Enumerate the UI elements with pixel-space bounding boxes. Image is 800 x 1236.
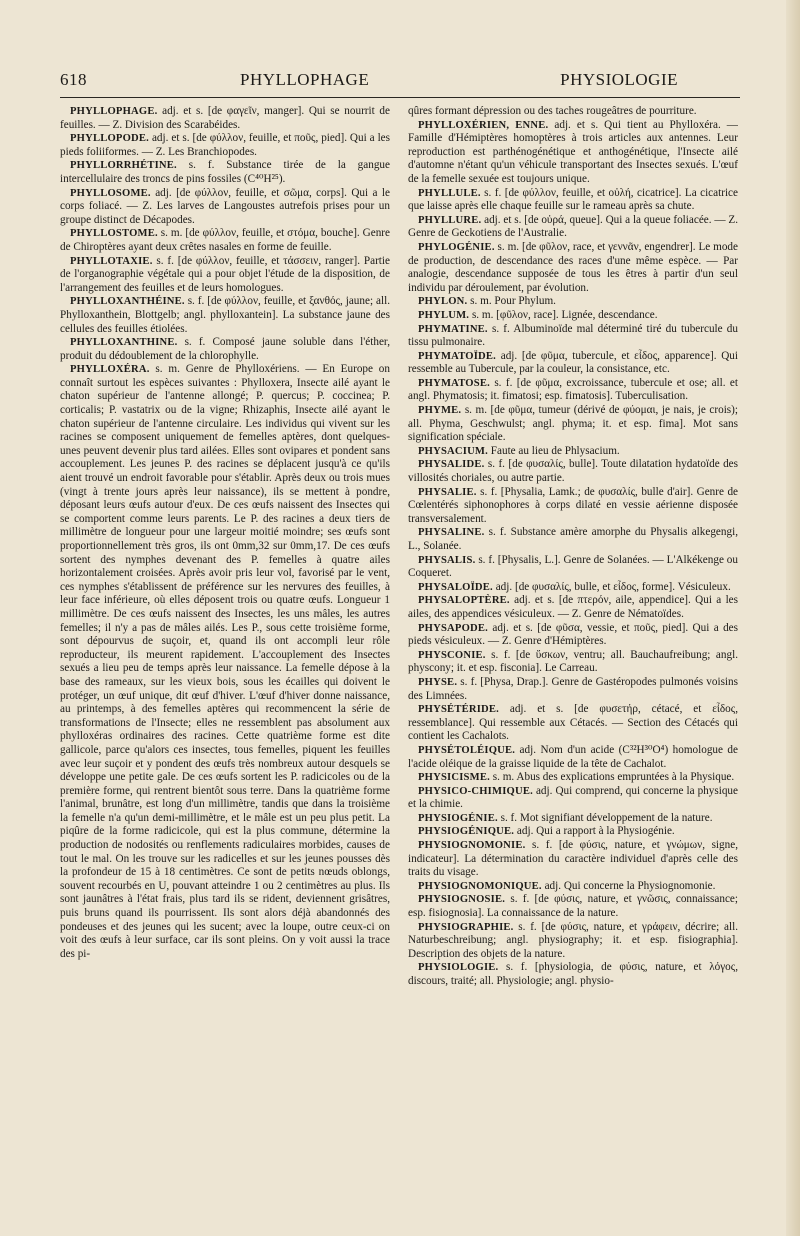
entry-definition: adj. et s. [de φυσετήρ, cétacé, et εἶδος, ressemblance]. Qui ressemble aux Cétacés. — Section des Cétacés qui contient les Cachalots.: [408, 703, 738, 743]
entry-definition: s. f. [de φυσαλίς, bulle]. Toute dilatation hydatoïde des villosités choriales, ou autre partie.: [408, 458, 738, 485]
dictionary-entry: [60, 159, 390, 186]
dictionary-entry: [408, 350, 738, 377]
entry-definition: s. f. [de ὕσκων, ventru; all. Bauchaufreibung; angl. physcony; it. et esp. fisconia]. Le Carreau.: [408, 648, 738, 675]
entry-definition: adj. et s. [de φαγεῖν, manger]. Qui se nourrit de feuilles. — Z. Division des Scarabéides.: [60, 105, 390, 131]
dictionary-entry: [408, 961, 738, 988]
entry-headword: PHYLLOSTOME.: [70, 228, 158, 240]
dictionary-entry: [408, 214, 738, 241]
dictionary-entry: [408, 785, 738, 812]
entry-definition: s. m. Abus des explications empruntées à la Physique.: [489, 771, 735, 784]
entry-headword: PHYLUM.: [418, 309, 470, 321]
entry-headword: PHYLLOXÉRA.: [70, 364, 150, 376]
entry-headword: PHYSÉTÉRIDE.: [418, 704, 499, 716]
entry-headword: PHYME.: [418, 405, 462, 417]
left-column: [60, 105, 390, 1215]
entry-definition: s. f. [de φύλλον, feuille, et ξανθός, jaune; all. Phylloxanthein, Blottgelb; angl. phylloxantein]. La substance jaune des cellules des feuilles étiolées.: [60, 295, 390, 335]
entry-headword: PHYSALIDE.: [418, 459, 485, 471]
entry-definition: qûres formant dépression ou des taches rougeâtres de pourriture.: [408, 105, 697, 117]
entry-headword: PHYSALOÏDE.: [418, 581, 493, 593]
entry-headword: PHYSAPODE.: [418, 622, 488, 634]
entry-headword: PHYSALIE.: [418, 486, 477, 498]
entry-definition: s. f. [de φύσις, nature, et γράφειν, décrire; all. Naturbeschreibung; angl. physiography; it. et esp. fisiographia]. Description des objets de la nature.: [408, 920, 738, 960]
dictionary-entry: [408, 295, 738, 309]
entry-headword: PHYLLOPHAGE.: [70, 106, 158, 117]
dictionary-entry: [408, 676, 738, 703]
dictionary-entry: [60, 105, 390, 132]
entry-headword: PHYSIOGÉNIE.: [418, 812, 498, 824]
entry-headword: PHYSIOGNOSIE.: [418, 894, 506, 906]
dictionary-entry: [408, 105, 738, 119]
dictionary-entry: [60, 187, 390, 228]
dictionary-entry: [408, 880, 738, 894]
page-number: 618: [60, 70, 87, 89]
entry-headword: PHYSÉTOLÉIQUE.: [418, 744, 516, 756]
dictionary-entry: [60, 336, 390, 363]
entry-definition: s. f. Mot signifiant développement de la nature.: [497, 811, 713, 824]
dictionary-entry: [408, 323, 738, 350]
entry-definition: adj. Qui a rapport à la Physiogénie.: [514, 825, 675, 838]
dictionary-entry: [408, 703, 738, 744]
entry-headword: PHYSICISME.: [418, 772, 490, 784]
entry-definition: s. m. Genre de Phylloxériens. — En Europe on connaît surtout les espèces suivantes : Phylloxera, Insecte ailé ayant le chaton supérieur de l'antenne allongé; P. quercus; P. coccinea; P. corticalis; P. vastatrix ou de la vigne; Rhizaphis, Insecte ailé ayant le chaton supérieur de l'antenne circulaire. Les individus qui vivent sur les racines se composent uniquement de femelles aptères, dont quelques-unes peuvent devenir plus tard ailées. Elles sont ovipares et pondent sans accouplement. Les jeunes P. des racines se déplacent jusqu'à ce qu'ils aient trouvé un endroit favorable pour s'établir. Après deux ou trois mues (vingt à trente jours après leur naissance), ils se mettent à pondre, déposant leurs œufs autour d'eux. De ces œufs naissent des Insectes qui se comportent comme leurs parents. Le P. des racines a deux tiers de millimètre de longueur pour une largeur moitié moindre; ses œufs sont proportionnellement très gros, ils ont 0mm,32 sur 0mm,17. De ces œufs sortent des nymphes devenant des P. femelles à quatre ailes horizontalement croisées. Après avoir pris leur vol, favorisé par le vent, ces nymphes s'établissent de préférence sur les nervures des feuilles, à leur face inférieure, où elles déposent trois ou quatre œufs. Longueur 1 millimètre. De ces œufs naissent des Insectes, les uns mâles, les autres femelles; il n'y a pas de mâles ailés. Les P., sous cette troisième forme, sont dépourvus de suçoir, et, quand ils ont accompli leur rôle reproducteur, ils meurent rapidement. L'accouplement des Insectes sexués a lieu peu de temps après leur naissance. La femelle dépose à la base des rameaux, sur les vieux bois, sous les écailles qui doivent le protéger, un œuf unique, dit œuf d'hiver. L'œuf d'hiver donne naissance, au printemps, à des femelles aptères qui recommencent la série de transformations de l'Insecte; elles ne ressemblent pas absolument aux phylloxéras ordinaires des racines. Cette quatrième forme est dite gallicole, parce qu'alors ces insectes, tous femelles, piquent les feuilles avec leur suçoir et y pondent des œufs très nombreux autour desquels se développe une petite gale. De ces œufs sortent les P. radicicoles ou de la première forme, qui rentrent bientôt sous terre. Dans la quatrième forme l'animal, brunâtre, est long d'un millimètre, tandis que dans la troisième la femelle n'a qu'un demi-millimètre, et le mâle est un peu plus petit. La piqûre de la forme radicicole, qui est la plus commune, détermine la production de nodosités ou renflements radiculaires morbides, causes de tout le mal. On les trouve sur les radicelles et sur les jeunes pousses dès la profondeur de 15 à 18 centimètres. Ce sont de petits nœuds oblongs, souvent recourbés en U, pouvant atteindre 1 ou 2 centimètres au plus. Ils sont jaunâtres à l'état frais, plus tard ils se rident, deviennent grisâtres, puis bruns quand ils pourrissent. Ils sont alors déjà abandonnés des pondeuses et des jeunes qui les sucent; avec la loupe, outre ceux-ci on voit des œufs à leur surface, car ils sont pleins. On y voit aussi la trace des pi-: [60, 363, 390, 960]
entry-definition: s. m. [φῦλον, race]. Lignée, descendance.: [469, 308, 658, 321]
entry-definition: s. m. [de φῦλον, race, et γεννᾶν, engendrer]. Le mode de production, de descendance des races d'une même espèce. — Par analogie, descendance supposée de tous les êtres à partir d'un seul individu par déroulement, par évolution.: [408, 240, 738, 294]
entry-definition: s. f. [Physalis, L.]. Genre de Solanées. — L'Alkékenge ou Coqueret.: [408, 553, 738, 580]
dictionary-entry: [408, 649, 738, 676]
entry-definition: s. f. Substance amère amorphe du Physalis alkegengi, L., Solanée.: [408, 526, 738, 552]
dictionary-entry: [408, 445, 738, 459]
entry-definition: adj. et s. Qui tient au Phylloxéra. — Famille d'Hémiptères homoptères à trois articles aux antennes. Leur reproduction est parthénogénétique et anthogénétique, l'Insecte ailé d'automne n'étant qu'un véhicule transportant des Insectes sexués. L'œuf de la femelle sexuée est toujours unique.: [408, 118, 738, 185]
dictionary-entry: [408, 812, 738, 826]
dictionary-entry: [408, 771, 738, 785]
entry-definition: s. f. [physiologia, de φύσις, nature, et λόγος, discours, traité; all. Physiologie; angl. physio-: [408, 961, 738, 987]
dictionary-entry: [408, 744, 738, 771]
dictionary-entry: [408, 581, 738, 595]
dictionary-entry: [60, 132, 390, 159]
dictionary-entry: [60, 295, 390, 336]
dictionary-entry: [408, 839, 738, 880]
entry-headword: PHYSIOGNOMONIQUE.: [418, 880, 542, 892]
entry-definition: adj. et s. [de πτερόν, aile, appendice]. Qui a les ailes, des appendices vésiculeux. — Z. Genre de Nématoïdes.: [408, 594, 738, 620]
entry-headword: PHYLLURE.: [418, 214, 482, 226]
dictionary-entry: [408, 458, 738, 485]
entry-headword: PHYLLOXÉRIEN, ENNE.: [418, 119, 549, 131]
running-head-left: PHYLLOPHAGE: [240, 70, 370, 89]
dictionary-entry: [60, 363, 390, 961]
entry-definition: s. f. [de φύλλον, feuille, et τάσσειν, ranger]. Partie de l'organographie végétale qui a pour objet l'étude de la disposition, de l'arrangement des feuilles et de leurs homologues.: [60, 254, 390, 294]
entry-headword: PHYMATOÏDE.: [418, 350, 497, 362]
entry-headword: PHYSE.: [418, 676, 458, 688]
entry-headword: PHYMATOSE.: [418, 377, 490, 389]
entry-definition: adj. et s. [de οὐρά, queue]. Qui a la queue foliacée. — Z. Genre de Geckotiens de l'Australie.: [408, 213, 738, 240]
entry-headword: PHYSICO-CHIMIQUE.: [418, 785, 533, 797]
entry-definition: adj. Qui concerne la Physiognomonie.: [541, 879, 716, 892]
right-column: [408, 105, 738, 1215]
dictionary-entry: [408, 526, 738, 553]
entry-definition: adj. et s. [de φύλλον, feuille, et ποῦς, pied]. Qui a les pieds foliiformes. — Z. Les Branchiopodes.: [60, 132, 390, 158]
dictionary-entry: [408, 187, 738, 214]
entry-definition: adj. [de φῦμα, tubercule, et εἶδος, apparence]. Qui ressemble au Tubercule, par la couleur, la consistance, etc.: [408, 349, 738, 376]
entry-definition: s. m. Pour Phylum.: [467, 295, 556, 308]
entry-headword: PHYSIOLOGIE.: [418, 962, 499, 974]
entry-headword: PHYSALINE.: [418, 527, 485, 539]
entry-definition: s. m. [de φῦμα, tumeur (dérivé de φύομαι, je nais, je crois); all. Phyma, Geschwulst; angl. phyma; it. et esp. fima]. Mot sans signification spéciale.: [408, 404, 738, 444]
entry-headword: PHYLOGÉNIE.: [418, 241, 495, 253]
dictionary-entry: [408, 594, 738, 621]
entry-headword: PHYSCONIE.: [418, 649, 486, 661]
dictionary-entry: [408, 486, 738, 527]
entry-headword: PHYLLOXANTHÉINE.: [70, 296, 185, 308]
dictionary-entry: [60, 227, 390, 254]
entry-definition: s. f. [de φύσις, nature, et γνώμων, signe, indicateur]. La détermination du caractère individuel d'après celle des traits du visage.: [408, 839, 738, 879]
page-header: [60, 70, 740, 96]
dictionary-entry: [408, 119, 738, 187]
page-edge: [786, 0, 800, 1236]
entry-definition: adj. [de φυσαλίς, bulle, et εἶδος, forme]. Vésiculeux.: [492, 580, 731, 593]
entry-headword: PHYSACIUM.: [418, 445, 488, 457]
entry-definition: s. f. [de φῦμα, excroissance, tubercule et ose; all. et angl. Phymatosis; it. fimatosi; esp. fimatosis]. Tuberculisation.: [408, 376, 738, 403]
dictionary-entry: [408, 241, 738, 295]
entry-headword: PHYLON.: [418, 296, 468, 308]
entry-definition: s. f. [Physa, Drap.]. Genre de Gastéropodes pulmonés voisins des Limnées.: [408, 675, 738, 702]
entry-headword: PHYSIOGÉNIQUE.: [418, 826, 515, 838]
entry-headword: PHYMATINE.: [418, 323, 488, 335]
entry-definition: adj. Nom d'un acide (C³²H³⁰O⁴) homologue de l'acide oléique de la graisse liquide de la tête de Cachalot.: [408, 743, 738, 770]
entry-headword: PHYLLOSOME.: [70, 187, 151, 199]
entry-headword: PHYSIOGNOMONIE.: [418, 840, 526, 852]
entry-headword: PHYSALOPTÈRE.: [418, 595, 510, 607]
entry-definition: s. f. Substance tirée de la gangue intercellulaire des troncs de pins fossiles (C⁴⁰H²⁵).: [60, 159, 390, 185]
dictionary-entry: [408, 309, 738, 323]
dictionary-entry: [60, 255, 390, 296]
entry-definition: s. m. [de φύλλον, feuille, et στόμα, bouche]. Genre de Chiroptères ayant deux crêtes nasales en forme de feuille.: [60, 227, 390, 253]
entry-definition: adj. et s. [de φῦσα, vessie, et ποῦς, pied]. Qui a des pieds vésiculeux. — Z. Genre d'Hémiptères.: [408, 621, 738, 648]
entry-definition: s. f. Albuminoïde mal déterminé tiré du tubercule du tissu pulmonaire.: [408, 322, 738, 349]
dictionary-entry: [408, 921, 738, 962]
running-head-right: PHYSIOLOGIE: [560, 70, 678, 89]
entry-definition: s. f. [de φύλλον, feuille, et οὐλή, cicatrice]. La cicatrice que laisse après elle chaque feuille sur le rameau après sa chute.: [408, 186, 738, 213]
dictionary-entry: [408, 377, 738, 404]
entry-definition: Faute au lieu de Phlysacium.: [487, 444, 620, 457]
dictionary-entry: [408, 622, 738, 649]
entry-headword: PHYLLOTAXIE.: [70, 255, 153, 267]
header-rule: [60, 97, 740, 98]
entry-headword: PHYSALIS.: [418, 554, 476, 566]
entry-headword: PHYLLULE.: [418, 187, 481, 199]
entry-definition: s. f. [Physalia, Lamk.; de φυσαλίς, bulle d'air]. Genre de Cœlentérés siphonophores à corps dilaté en vessie aérienne disposée transversalement.: [408, 485, 738, 525]
entry-headword: PHYLLOPODE.: [70, 133, 150, 145]
dictionary-entry: [408, 825, 738, 839]
entry-headword: PHYSIOGRAPHIE.: [418, 921, 514, 933]
entry-definition: s. f. Composé jaune soluble dans l'éther, produit du dédoublement de la chlorophylle.: [60, 336, 390, 362]
dictionary-entry: [408, 554, 738, 581]
entry-definition: adj. [de φύλλον, feuille, et σῶμα, corps]. Qui a le corps foliacé. — Z. Les larves de Langoustes autrefois prises pour un groupe distinct de Décapodes.: [60, 186, 390, 226]
entry-definition: adj. Qui comprend, qui concerne la physique et la chimie.: [408, 784, 738, 811]
dictionary-entry: [408, 893, 738, 920]
dictionary-entry: [408, 404, 738, 445]
entry-headword: PHYLLOXANTHINE.: [70, 337, 178, 349]
entry-headword: PHYLLORRHÉTINE.: [70, 160, 177, 172]
entry-definition: s. f. [de φύσις, nature, et γνῶσις, connaissance; esp. fisiognosia]. La connaissance de la nature.: [408, 893, 738, 920]
